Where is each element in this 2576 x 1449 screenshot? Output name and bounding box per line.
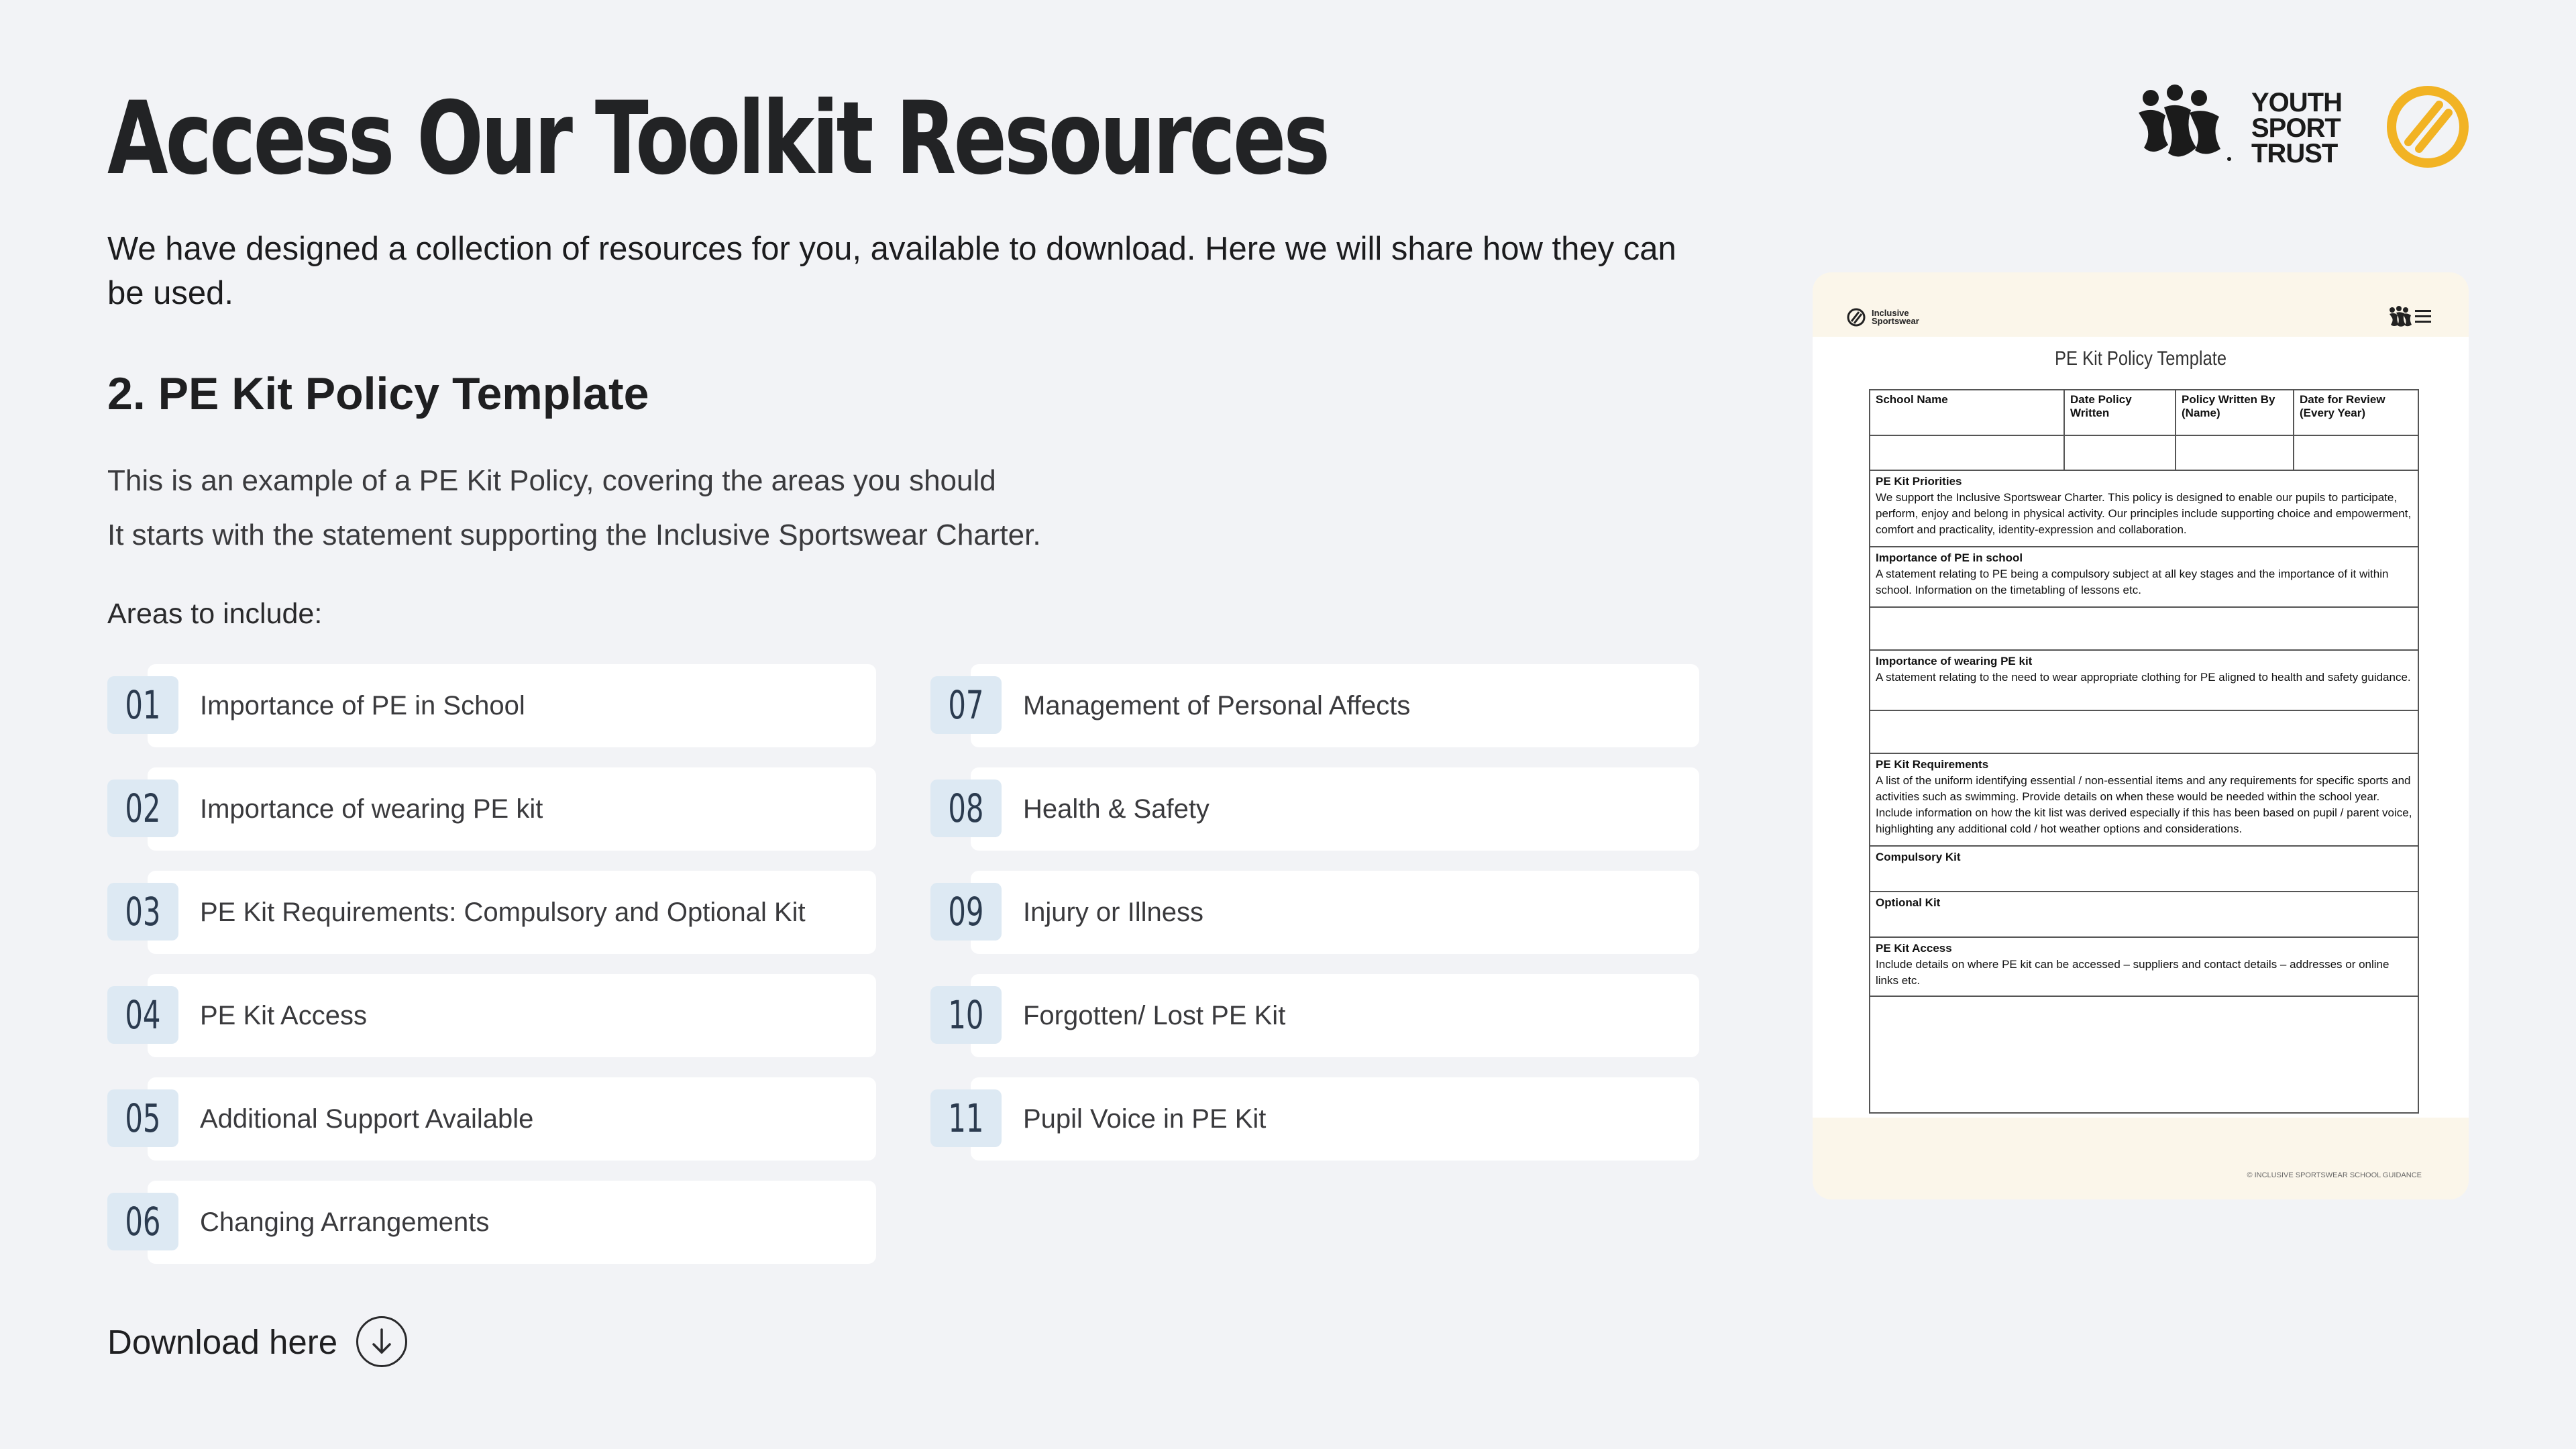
- area-label: PE Kit Requirements: Compulsory and Optional Kit: [200, 897, 806, 927]
- areas-label: Areas to include:: [107, 598, 323, 630]
- area-number: 02: [107, 780, 178, 837]
- area-label: Additional Support Available: [200, 1104, 534, 1134]
- area-number: 03: [107, 883, 178, 941]
- download-link[interactable]: [107, 1316, 407, 1367]
- area-number: 05: [107, 1089, 178, 1147]
- area-label: PE Kit Access: [200, 1000, 367, 1030]
- area-label: Forgotten/ Lost PE Kit: [1023, 1000, 1286, 1030]
- section-title: 2. PE Kit Policy Template: [107, 368, 649, 419]
- preview-blank-area: [1870, 711, 2418, 754]
- area-number: 08: [930, 780, 1002, 837]
- inclusive-sportswear-logo-icon: [2385, 85, 2470, 169]
- intro-text: We have designed a collection of resources for you, available to download. Here we will share how they can be used.: [107, 231, 1676, 311]
- preview-section: PE Kit Priorities We support the Inclusive Sportswear Charter. This policy is designed to enable our pupils to participate, perform, enjoy and belong in physical activity. Our principles include supporting choice and empowerment, comfort and practicality, identity-expression and collaboration.: [1870, 471, 2418, 547]
- area-label: Management of Personal Affects: [1023, 690, 1411, 720]
- area-item: [930, 767, 1699, 851]
- area-item: [107, 767, 876, 851]
- area-number: 06: [107, 1193, 178, 1250]
- preview-section: Importance of wearing PE kit A statement relating to the need to wear appropriate clothing for PE aligned to health and safety guidance.: [1870, 651, 2418, 711]
- preview-section: PE Kit Access Include details on where PE kit can be accessed – suppliers and contact details – addresses or online links etc.: [1870, 938, 2418, 997]
- area-label: Pupil Voice in PE Kit: [1023, 1104, 1267, 1134]
- description-line: It starts with the statement supporting the Inclusive Sportswear Charter.: [107, 519, 1041, 551]
- area-item: [107, 664, 876, 747]
- yst-small-logo-icon: [2388, 306, 2435, 329]
- area-label: Changing Arrangements: [200, 1207, 490, 1237]
- download-arrow-icon[interactable]: [356, 1316, 407, 1367]
- area-number: 07: [930, 676, 1002, 734]
- download-label: Download here: [107, 1322, 338, 1361]
- preview-blank-area: [1870, 997, 2418, 1112]
- area-item: [930, 871, 1699, 954]
- area-number: 09: [930, 883, 1002, 941]
- area-item: [107, 974, 876, 1057]
- description-line: This is an example of a PE Kit Policy, covering the areas you should: [107, 464, 996, 497]
- preview-header-logo: Inclusive Sportswear: [1846, 307, 1919, 327]
- policy-template-preview[interactable]: [1813, 272, 2469, 1199]
- area-number: 04: [107, 986, 178, 1044]
- preview-section: Importance of PE in school A statement relating to PE being a compulsory subject at all key stages and the importance of it within school. Information on the timetabling of lessons etc.: [1870, 547, 2418, 608]
- inclusive-sportswear-small-icon: [1846, 307, 1866, 327]
- area-item: [107, 871, 876, 954]
- area-item: [930, 974, 1699, 1057]
- preview-footer: © INCLUSIVE SPORTSWEAR SCHOOL GUIDANCE: [2247, 1171, 2422, 1179]
- section-description: [107, 453, 1041, 562]
- area-item: [107, 1077, 876, 1161]
- area-number: 01: [107, 676, 178, 734]
- preview-title: PE Kit Policy Template: [2054, 347, 2227, 370]
- preview-policy-table: [1869, 389, 2419, 1114]
- area-number: 10: [930, 986, 1002, 1044]
- area-item: [930, 1077, 1699, 1161]
- area-label: Importance of wearing PE kit: [200, 794, 543, 824]
- page-title: Access Our Toolkit Resources: [107, 80, 1328, 197]
- preview-blank-area: [1870, 608, 2418, 651]
- preview-empty-row: [1870, 436, 2418, 471]
- preview-header-row: School Name Date Policy Written Policy Written By (Name) Date for Review (Every Year): [1870, 390, 2418, 436]
- area-label: Injury or Illness: [1023, 897, 1203, 927]
- area-label: Health & Safety: [1023, 794, 1210, 824]
- preview-section: Compulsory Kit: [1870, 847, 2418, 892]
- preview-section: Optional Kit: [1870, 892, 2418, 938]
- area-label: Importance of PE in School: [200, 690, 525, 720]
- preview-section: PE Kit Requirements A list of the uniform identifying essential / non-essential items and any requirements for specific sports and activities such as swimming. Provide details on when these would be needed within the school year. Include information on how the kit list was derived especially if this has been based on pupil / parent voice, highlighting any additional cold / hot weather options and considerations.: [1870, 754, 2418, 847]
- area-number: 11: [930, 1089, 1002, 1147]
- area-item: [930, 664, 1699, 747]
- area-item: [107, 1181, 876, 1264]
- yst-wordmark: YOUTH SPORT TRUST: [2251, 88, 2342, 168]
